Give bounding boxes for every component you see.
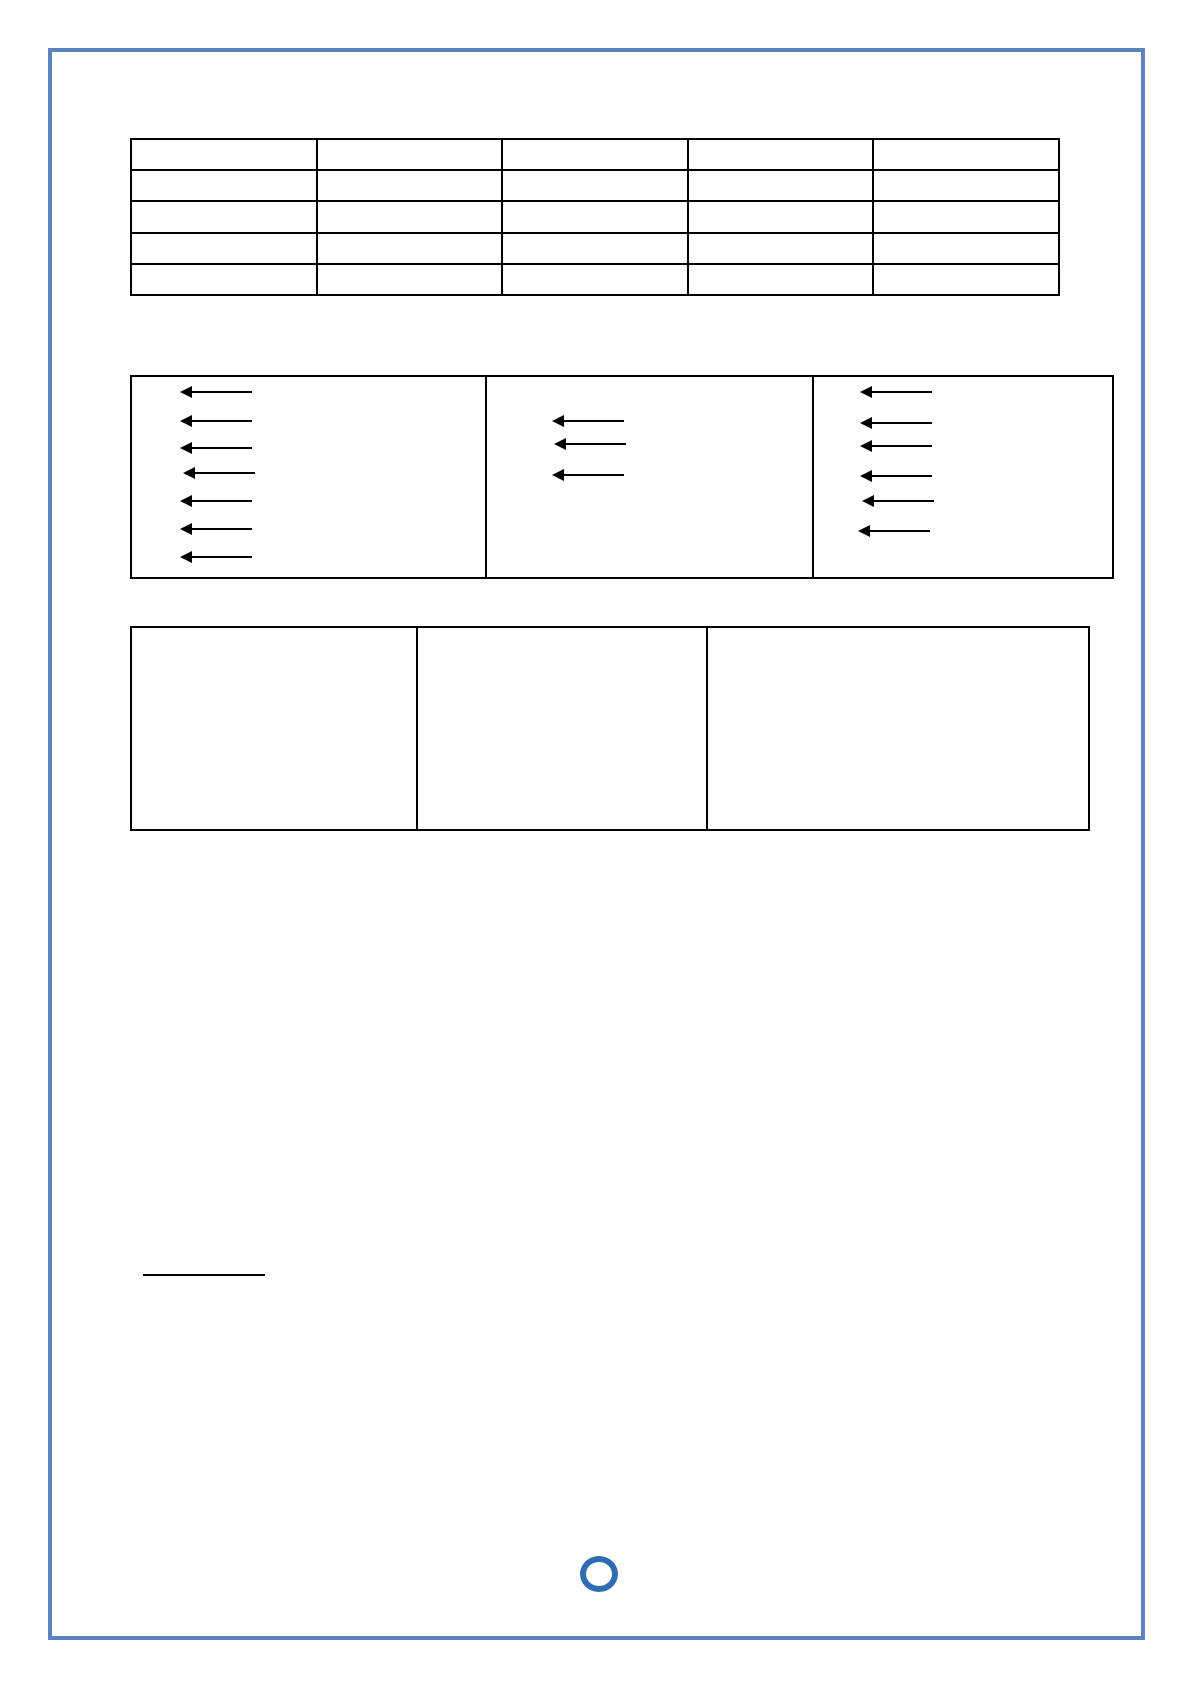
table-cell: [873, 264, 1059, 295]
table-cell: [873, 233, 1059, 264]
left-arrow-icon: [180, 414, 252, 428]
left-arrow-icon: [180, 550, 252, 564]
table-cell: [502, 233, 688, 264]
underline-rule: [143, 1274, 265, 1276]
table-cell: [873, 170, 1059, 201]
left-arrow-icon: [860, 439, 932, 453]
table-cell: [688, 170, 874, 201]
table-cell: [873, 201, 1059, 232]
left-arrow-icon: [180, 522, 252, 536]
left-arrow-icon: [180, 385, 252, 399]
table-cell: [317, 201, 503, 232]
table-cell: [873, 139, 1059, 170]
left-arrow-icon: [858, 524, 930, 538]
table-row: [131, 170, 1059, 201]
table-cell: [317, 170, 503, 201]
column-divider: [416, 628, 418, 829]
table-cell: [688, 201, 874, 232]
left-arrow-icon: [183, 466, 255, 480]
left-arrow-icon: [860, 469, 932, 483]
table-cell: [131, 170, 317, 201]
table-cell: [688, 233, 874, 264]
table-cell: [688, 264, 874, 295]
column-divider: [812, 377, 814, 577]
table-row: [131, 139, 1059, 170]
table-cell: [131, 201, 317, 232]
left-arrow-icon: [180, 441, 252, 455]
left-arrow-icon: [860, 385, 932, 399]
table-cell: [317, 233, 503, 264]
table-cell: [131, 233, 317, 264]
table-cell: [131, 139, 317, 170]
table-cell: [502, 201, 688, 232]
table-cell: [502, 170, 688, 201]
left-arrow-icon: [862, 494, 934, 508]
table-row: [131, 233, 1059, 264]
left-arrow-icon: [180, 494, 252, 508]
arrow-box: [130, 375, 1114, 579]
table-cell: [131, 264, 317, 295]
table-row: [131, 201, 1059, 232]
left-arrow-icon: [860, 416, 932, 430]
table-cell: [688, 139, 874, 170]
grid-table: [130, 138, 1060, 296]
left-arrow-icon: [552, 468, 624, 482]
left-arrow-icon: [554, 437, 626, 451]
table-cell: [317, 264, 503, 295]
table-row: [131, 264, 1059, 295]
column-divider: [485, 377, 487, 577]
column-divider: [706, 628, 708, 829]
table-cell: [502, 139, 688, 170]
table-cell: [317, 139, 503, 170]
empty-box: [130, 626, 1090, 831]
table-cell: [502, 264, 688, 295]
left-arrow-icon: [552, 414, 624, 428]
page-number-circle: [580, 1556, 618, 1592]
